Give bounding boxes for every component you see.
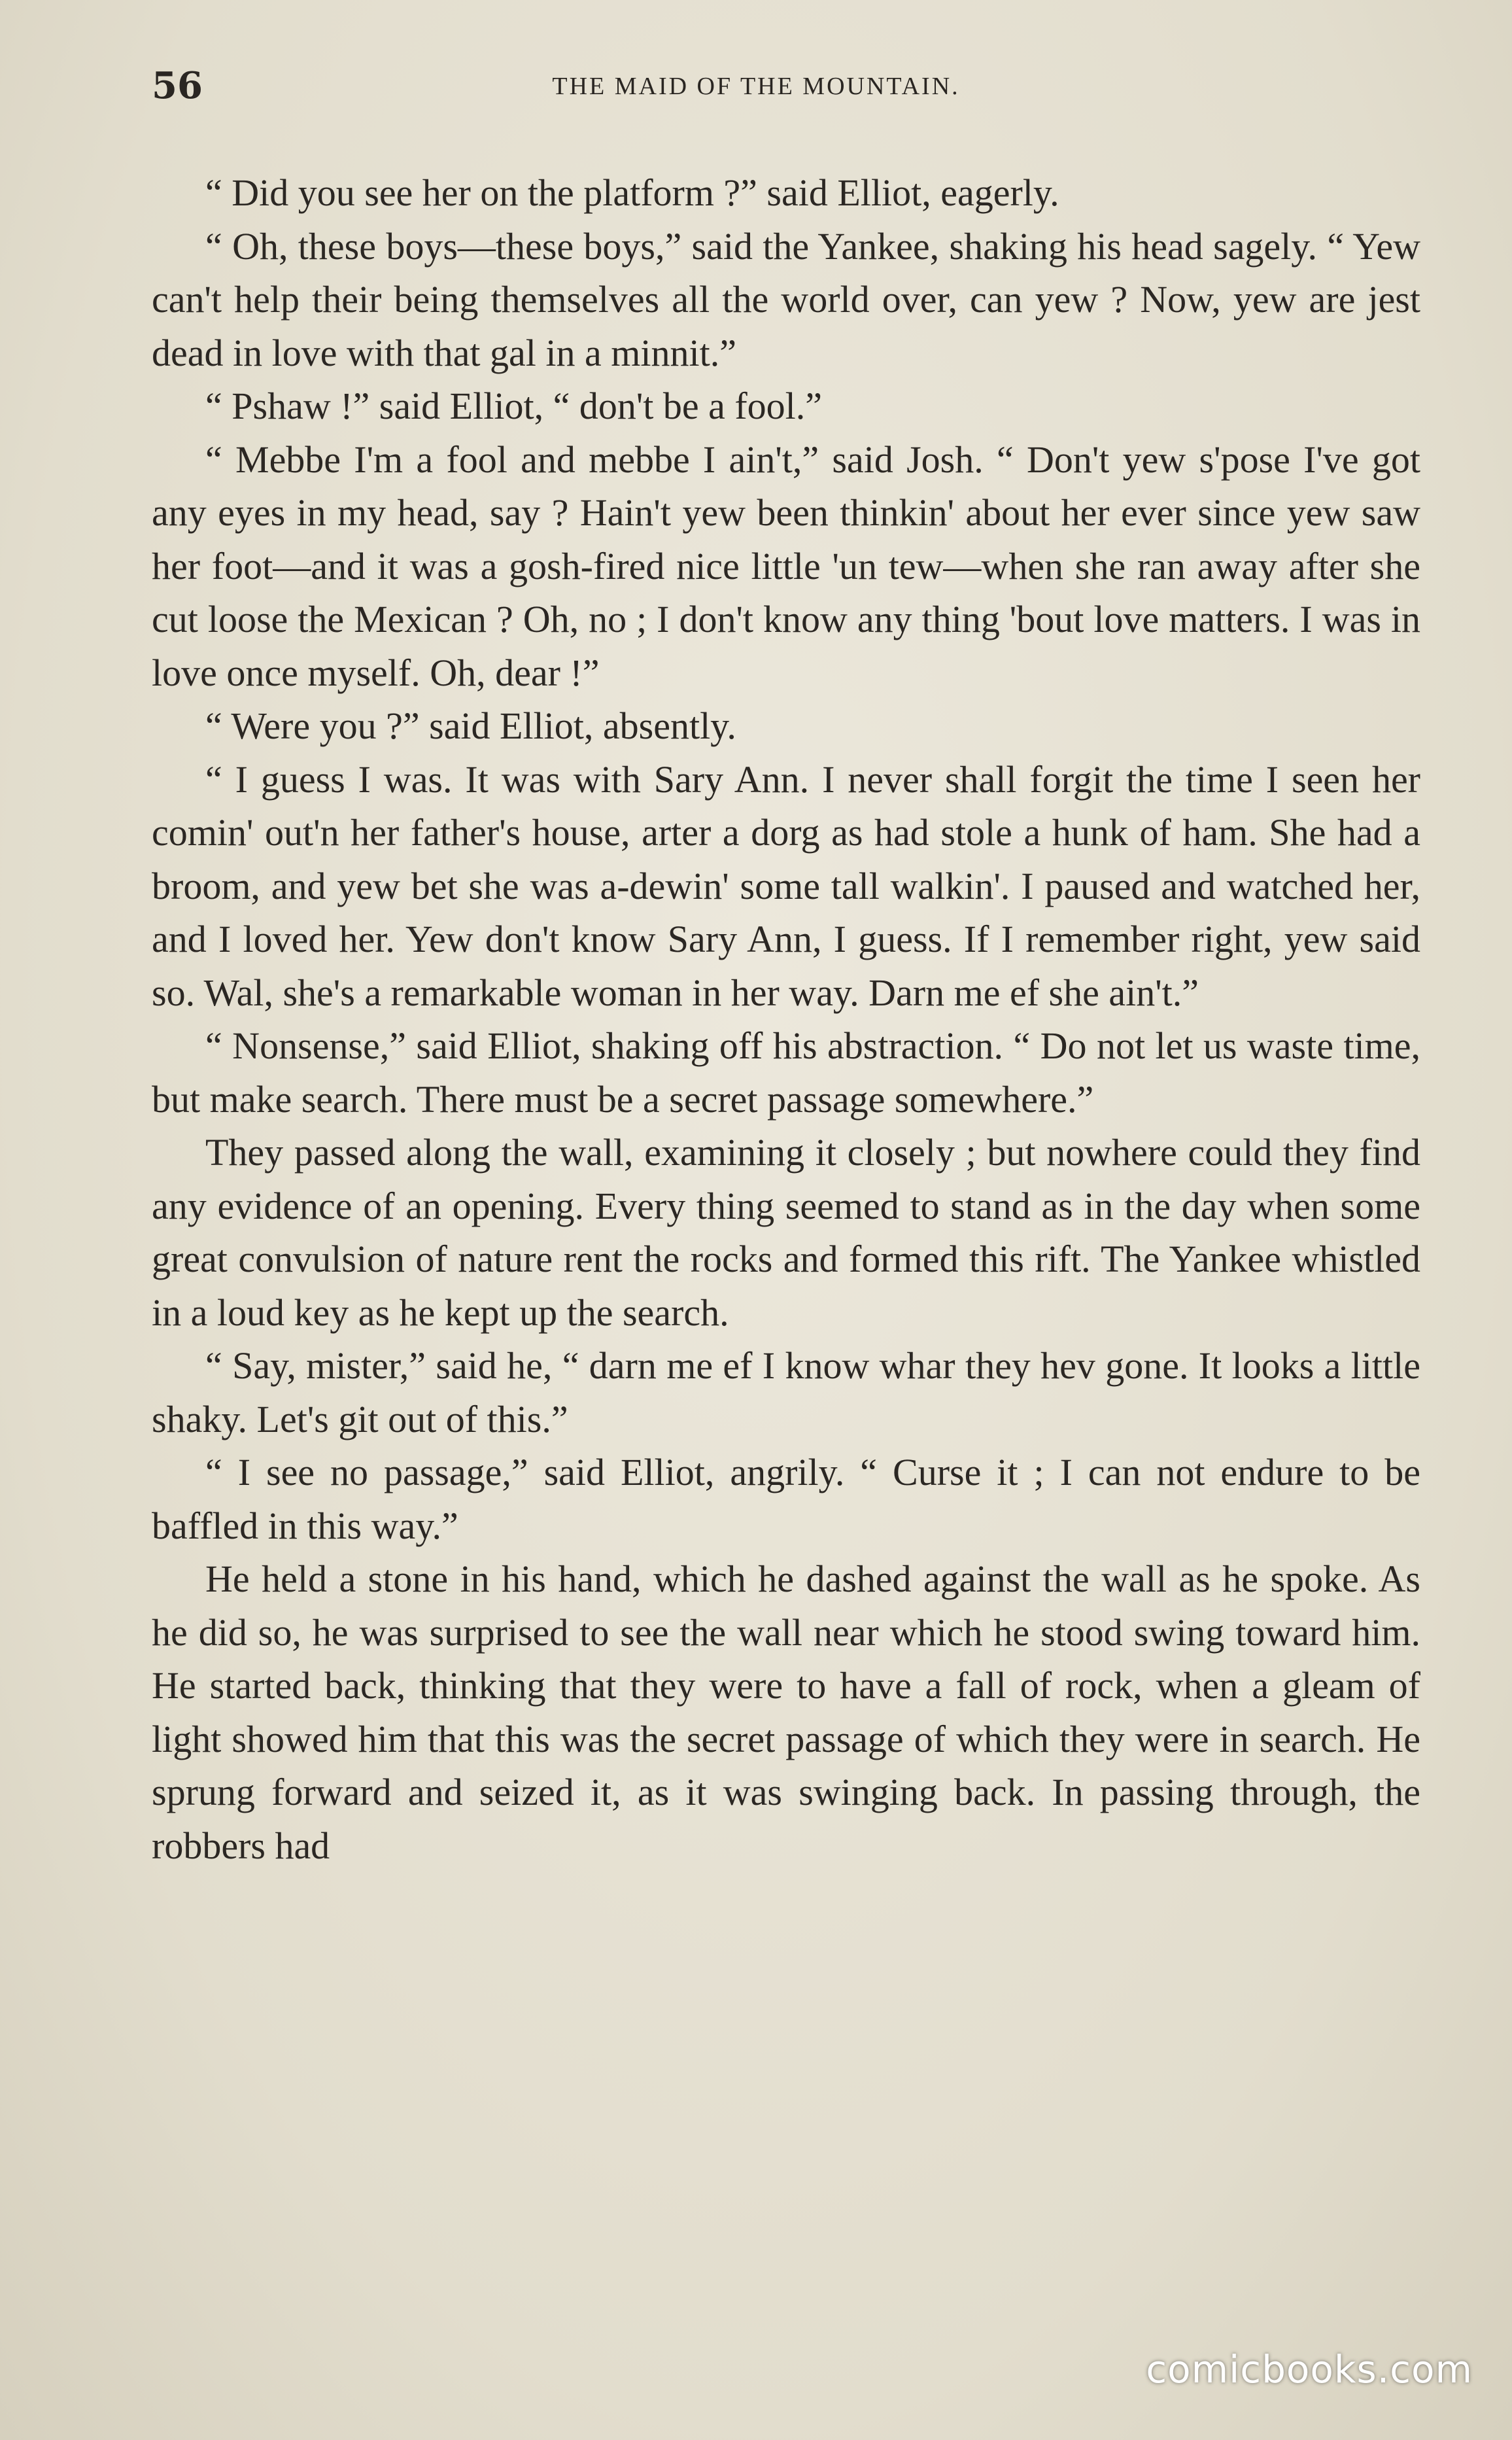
- running-title: THE MAID OF THE MOUNTAIN.: [552, 73, 960, 100]
- paragraph: “ Oh, these boys—these boys,” said the Yankee, shaking his head sagely. “ Yew can't help their being themselves all the world over, can yew ? Now, yew are jest dead in love with that gal in a minnit.”: [152, 224, 1420, 374]
- body-text: [152, 166, 1420, 1872]
- paragraph: “ Were you ?” said Elliot, absently.: [205, 705, 736, 747]
- paragraph: “ Did you see her on the platform ?” said Elliot, eagerly.: [205, 171, 1059, 214]
- paragraph: “ Mebbe I'm a fool and mebbe I ain't,” said Josh. “ Don't yew s'pose I've got any eyes in my head, say ? Hain't yew been thinkin' about her ever since yew saw her foot—and it was a gosh-fired nice little 'un tew—when she ran away after she cut loose the Mexican ? Oh, no ; I don't know any thing 'bout love matters. I was in love once myself. Oh, dear !”: [152, 438, 1420, 694]
- paragraph: He held a stone in his hand, which he dashed against the wall as he spoke. As he did so, he was surprised to see the wall near which he stood swing toward him. He started back, thinking that they were to have a fall of rock, when a gleam of light showed him that this was the secret passage of which they were in search. He sprung forward and seized it, as it was swinging back. In passing through, the robbers had: [152, 1558, 1420, 1867]
- watermark: comicbooks.com: [1146, 2347, 1473, 2392]
- paragraph: “ I guess I was. It was with Sary Ann. I never shall forgit the time I seen her comin' out'n her father's house, arter a dorg as had stole a hunk of ham. She had a broom, and yew bet she was a-dewin' some tall walkin'. I paused and watched her, and I loved her. Yew don't know Sary Ann, I guess. If I remember right, yew said so. Wal, she's a remarkable woman in her way. Darn me ef she ain't.”: [152, 758, 1420, 1014]
- page-number: 56: [152, 64, 203, 107]
- paragraph: They passed along the wall, examining it closely ; but nowhere could they find any evidence of an opening. Every thing seemed to stand as in the day when some great convulsion of nature rent the rocks and formed this rift. The Yankee whistled in a loud key as he kept up the search.: [152, 1131, 1420, 1334]
- paragraph: “ I see no passage,” said Elliot, angrily. “ Curse it ; I can not endure to be baffled in this way.”: [152, 1451, 1420, 1547]
- paragraph: “ Nonsense,” said Elliot, shaking off his abstraction. “ Do not let us waste time, but make search. There must be a secret passage somewhere.”: [152, 1024, 1420, 1121]
- paragraph: “ Pshaw !” said Elliot, “ don't be a fool.”: [205, 385, 823, 427]
- paragraph: “ Say, mister,” said he, “ darn me ef I know whar they hev gone. It looks a little shaky. Let's git out of this.”: [152, 1344, 1420, 1440]
